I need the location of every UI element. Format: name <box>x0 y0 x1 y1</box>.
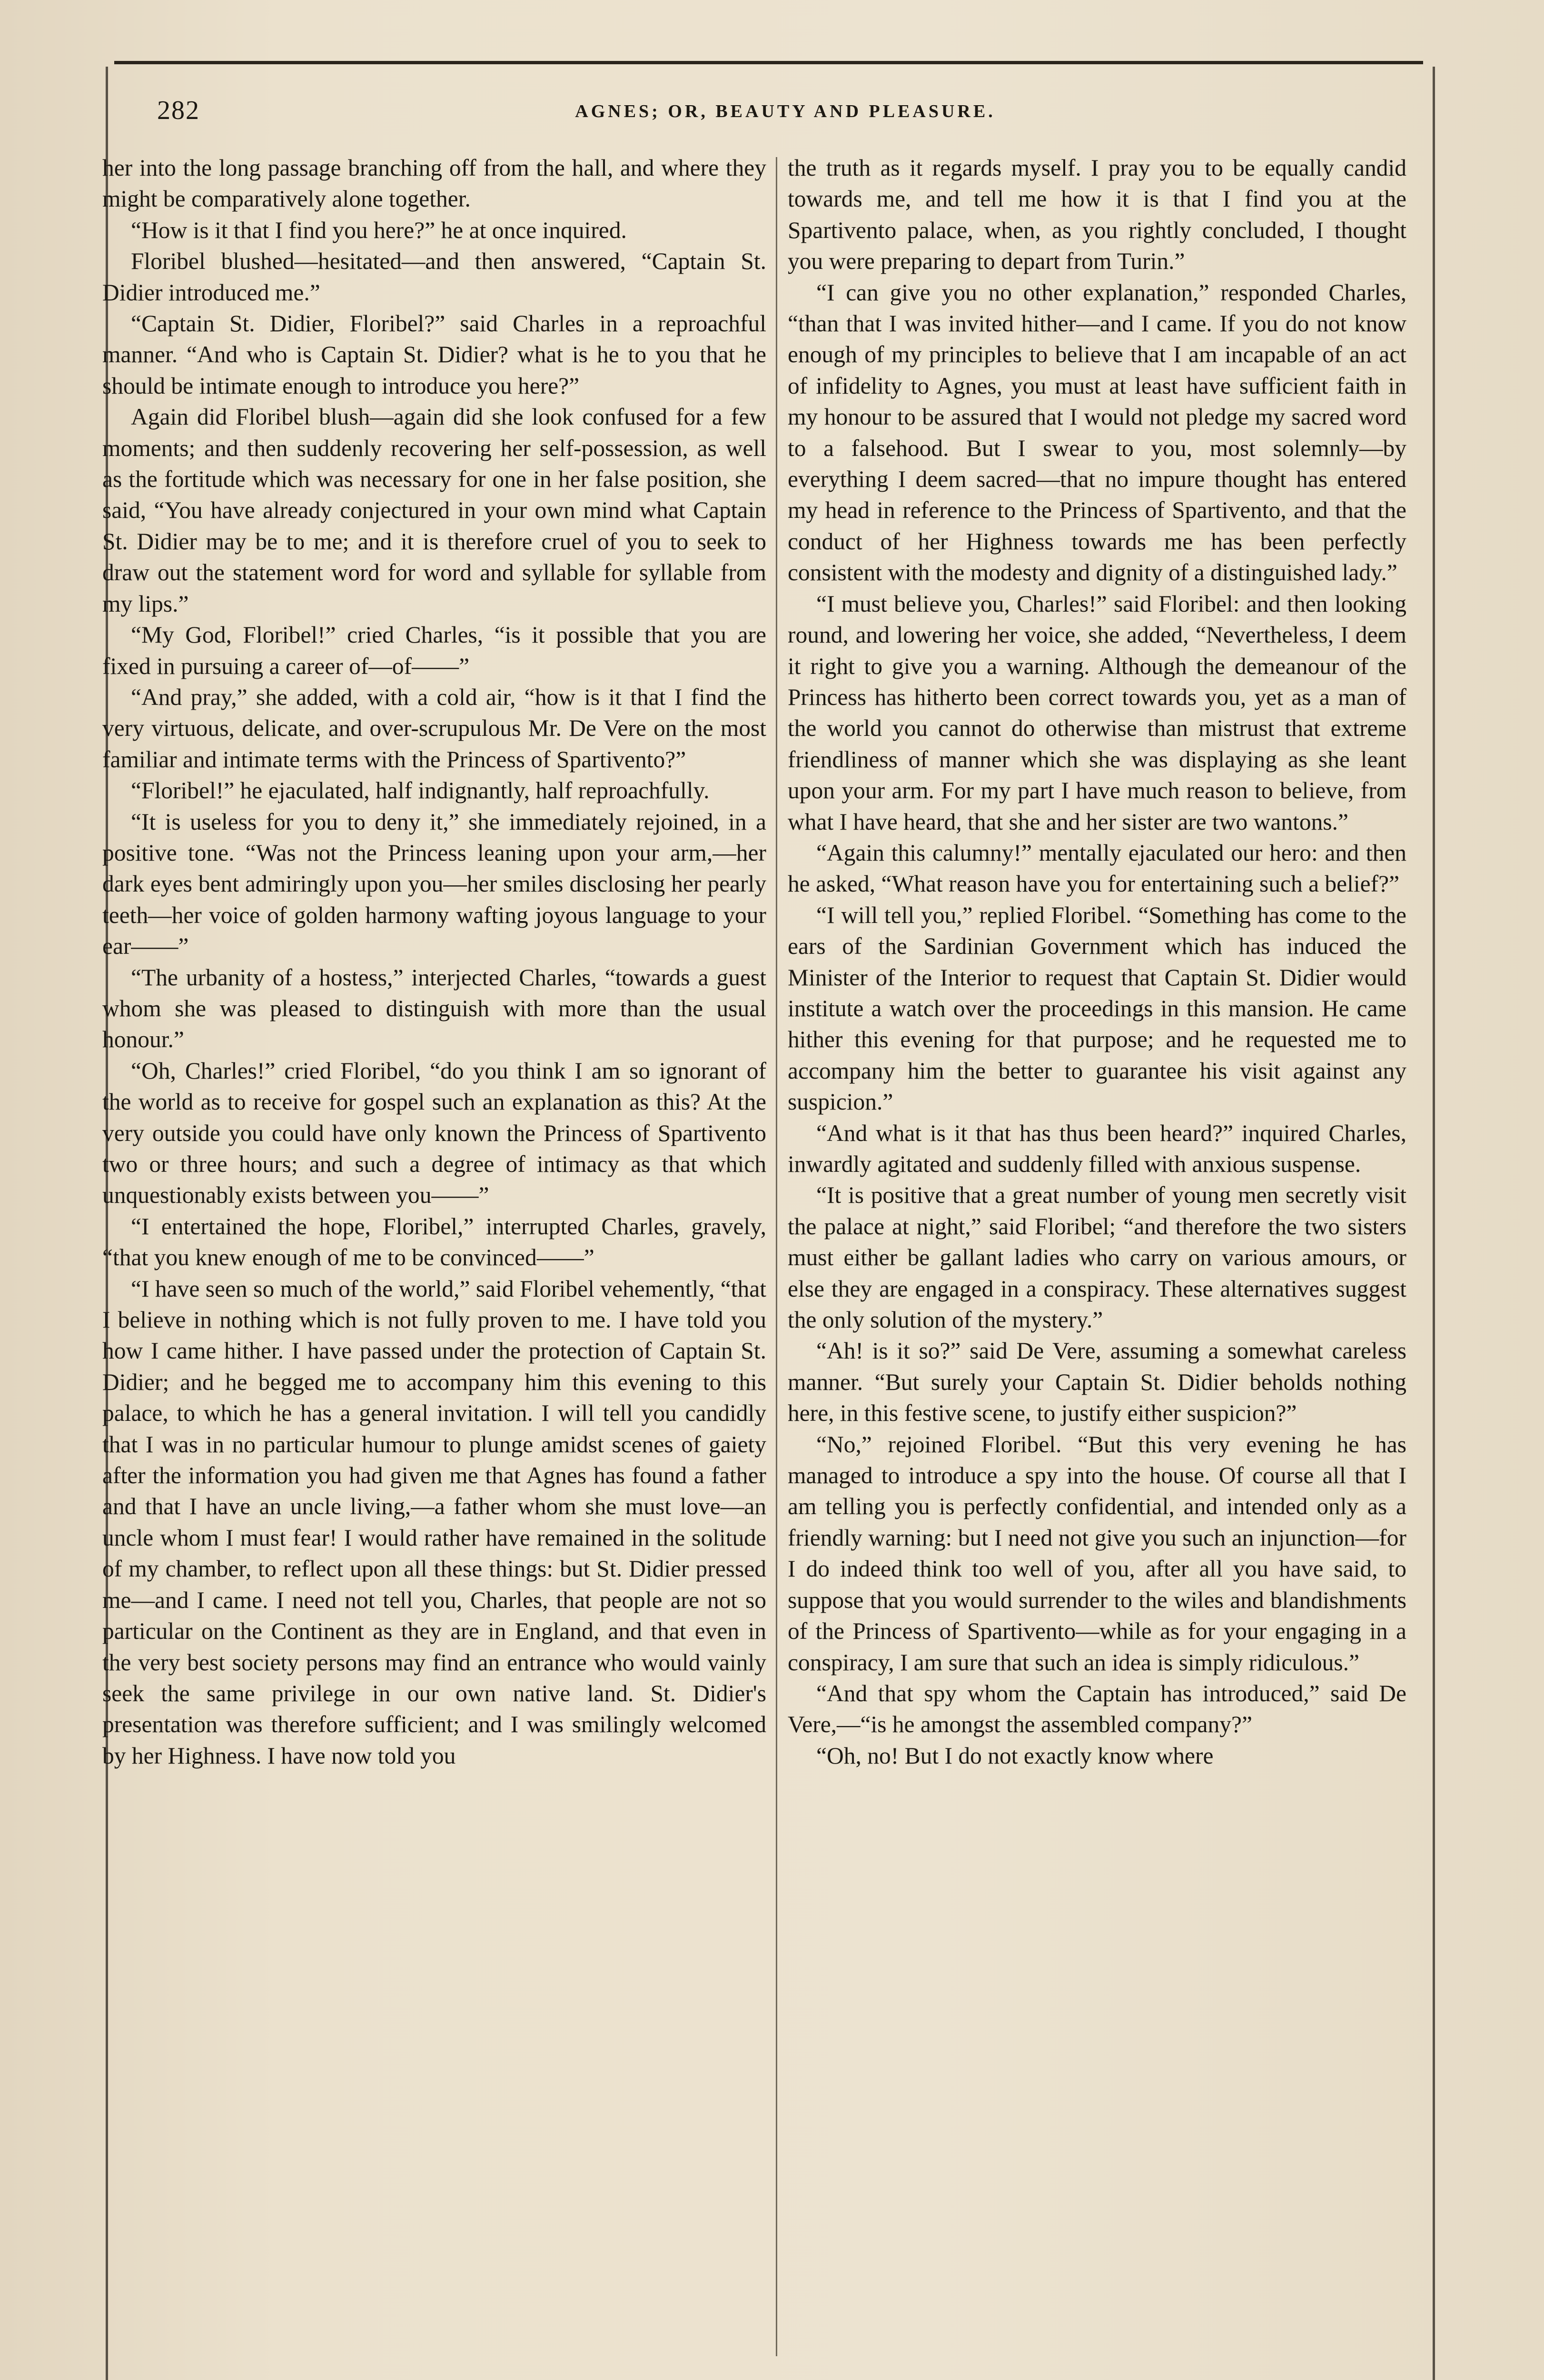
paragraph: “Again this calumny!” mentally ejaculated our hero: and then he asked, “What reason have you for entertaining such a belief?” <box>788 839 1406 897</box>
paragraph: “I must believe you, Charles!” said Floribel: and then looking round, and lowering her voice, she added, “Nevertheless, I deem it right to give you a warning. Although the demeanour of the Princess has hitherto been correct towards you, yet as a man of the world you cannot do otherwise than mistrust that extreme friendliness of manner which she was displaying as she leant upon your arm. For my part I have much reason to believe, from what I have heard, that she and her sister are two wantons.” <box>788 590 1406 835</box>
top-rule <box>114 61 1423 64</box>
paragraph: Again did Floribel blush—again did she look confused for a few moments; and then suddenly recovering her self-possession, as well as the fortitude which was necessary for one in her false position, she said, “You have already conjectured in your own mind what Captain St. Didier may be to me; and it is therefore cruel of you to seek to draw out the statement word for word and syllable for syllable from my lips.” <box>102 404 766 617</box>
page-header <box>157 95 1414 133</box>
paragraph: her into the long passage branching off from the hall, and where they might be comparatively alone together. <box>102 155 766 212</box>
paragraph: “Floribel!” he ejaculated, half indignantly, half reproachfully. <box>131 777 710 804</box>
paragraph: “The urbanity of a hostess,” interjected Charles, “towards a guest whom she was pleased to distinguish with more than the usual honour.” <box>102 964 766 1053</box>
column-divider <box>776 157 777 2356</box>
paragraph: “How is it that I find you here?” he at once inquired. <box>131 217 627 243</box>
page-number: 282 <box>157 96 200 125</box>
paragraph: “And pray,” she added, with a cold air, “how is it that I find the very virtuous, delicate, and over-scrupulous Mr. De Vere on the most familiar and intimate terms with the Princess of Spartivento?” <box>102 684 766 773</box>
right-text-column <box>788 152 1406 2332</box>
paragraph: “I entertained the hope, Floribel,” interrupted Charles, gravely, “that you knew enough of me to be convinced——” <box>102 1213 766 1271</box>
paragraph: “And what is it that has thus been heard?” inquired Charles, inwardly agitated and suddenly filled with anxious suspense. <box>788 1120 1406 1177</box>
paragraph: “Oh, no! But I do not exactly know where <box>816 1742 1214 1769</box>
paragraph: “It is positive that a great number of young men secretly visit the palace at night,” said Floribel; “and therefore the two sisters must either be gallant ladies who carry on various amours, or else they are engaged in a conspiracy. These alternatives suggest the only solution of the mystery.” <box>788 1182 1406 1333</box>
paragraph: Floribel blushed—hesitated—and then answered, “Captain St. Didier introduced me.” <box>102 248 766 306</box>
paragraph: “My God, Floribel!” cried Charles, “is it possible that you are fixed in pursuing a career of—of——” <box>102 622 766 679</box>
paragraph: “Oh, Charles!” cried Floribel, “do you think I am so ignorant of the world as to receive for gospel such an explanation as this? At the very outside you could have only known the Princess of Spartivento two or three hours; and such a degree of intimacy as that which unquestionably exists between you——” <box>102 1057 766 1209</box>
paragraph: “Ah! is it so?” said De Vere, assuming a somewhat careless manner. “But surely your Captain St. Didier beholds nothing here, in this festive scene, to justify either suspicion?” <box>788 1338 1406 1427</box>
left-text-column <box>102 152 766 2332</box>
running-title: AGNES; OR, BEAUTY AND PLEASURE. <box>575 101 996 121</box>
paragraph: “Captain St. Didier, Floribel?” said Charles in a reproachful manner. “And who is Captain St. Didier? what is he to you that he should be intimate enough to introduce you here?” <box>102 310 766 399</box>
paragraph: “I will tell you,” replied Floribel. “Something has come to the ears of the Sardinian Government which has induced the Minister of the Interior to request that Captain St. Didier would institute a watch over the proceedings in this mansion. He came hither this evening for that purpose; and he requested me to accompany him the better to guarantee his visit against any suspicion.” <box>788 902 1406 1115</box>
paragraph: “And that spy whom the Captain has introduced,” said De Vere,—“is he amongst the assembled company?” <box>788 1680 1406 1738</box>
paragraph: the truth as it regards myself. I pray you to be equally candid towards me, and tell me how it is that I find you at the Spartivento palace, when, as you rightly concluded, I thought you were preparing to depart from Turin.” <box>788 155 1406 275</box>
right-margin-rule <box>1433 67 1435 2380</box>
paragraph: “I can give you no other explanation,” responded Charles, “than that I was invited hither—and I came. If you do not know enough of my principles to believe that I am incapable of an act of infidelity to Agnes, you must at least have sufficient faith in my honour to be assured that I would not pledge my sacred word to a falsehood. But I swear to you, most solemnly—by everything I deem sacred—that no impure thought has entered my head in reference to the Princess of Spartivento, and that the conduct of her Highness towards me has been perfectly consistent with the modesty and dignity of a distinguished lady.” <box>788 279 1406 586</box>
paragraph: “It is useless for you to deny it,” she immediately rejoined, in a positive tone. “Was not the Princess leaning upon your arm,—her dark eyes bent admiringly upon you—her smiles disclosing her pearly teeth—her voice of golden harmony wafting joyous language to your ear——” <box>102 808 766 960</box>
paragraph: “I have seen so much of the world,” said Floribel vehemently, “that I believe in nothing which is not fully proven to me. I have told you how I came hither. I have passed under the protection of Captain St. Didier; and he begged me to accompany him this evening to this palace, to which he has a general invitation. I will tell you candidly that I was in no particular humour to plunge amidst scenes of gaiety after the information you had given me that Agnes has found a father and that I have an uncle living,—a father whom she must love—an uncle whom I must fear! I would rather have remained in the solitude of my chamber, to reflect upon all these things: but St. Didier pressed me—and I came. I need not tell you, Charles, that people are not so particular on the Continent as they are in England, and that even in the very best society persons may find an entrance who would vainly seek the same privilege in our own native land. St. Didier's presentation was therefore sufficient; and I was smilingly welcomed by her Highness. I have now told you <box>102 1275 766 1769</box>
paragraph: “No,” rejoined Floribel. “But this very evening he has managed to introduce a spy into the house. Of course all that I am telling you is perfectly confidential, and intended only as a friendly warning: but I need not give you such an injunction—for I do indeed think too well of you, after all you have said, to suppose that you would surrender to the wiles and blandishments of the Princess of Spartivento—while as for your engaging in a conspiracy, I am sure that such an idea is simply ridiculous.” <box>788 1431 1406 1676</box>
